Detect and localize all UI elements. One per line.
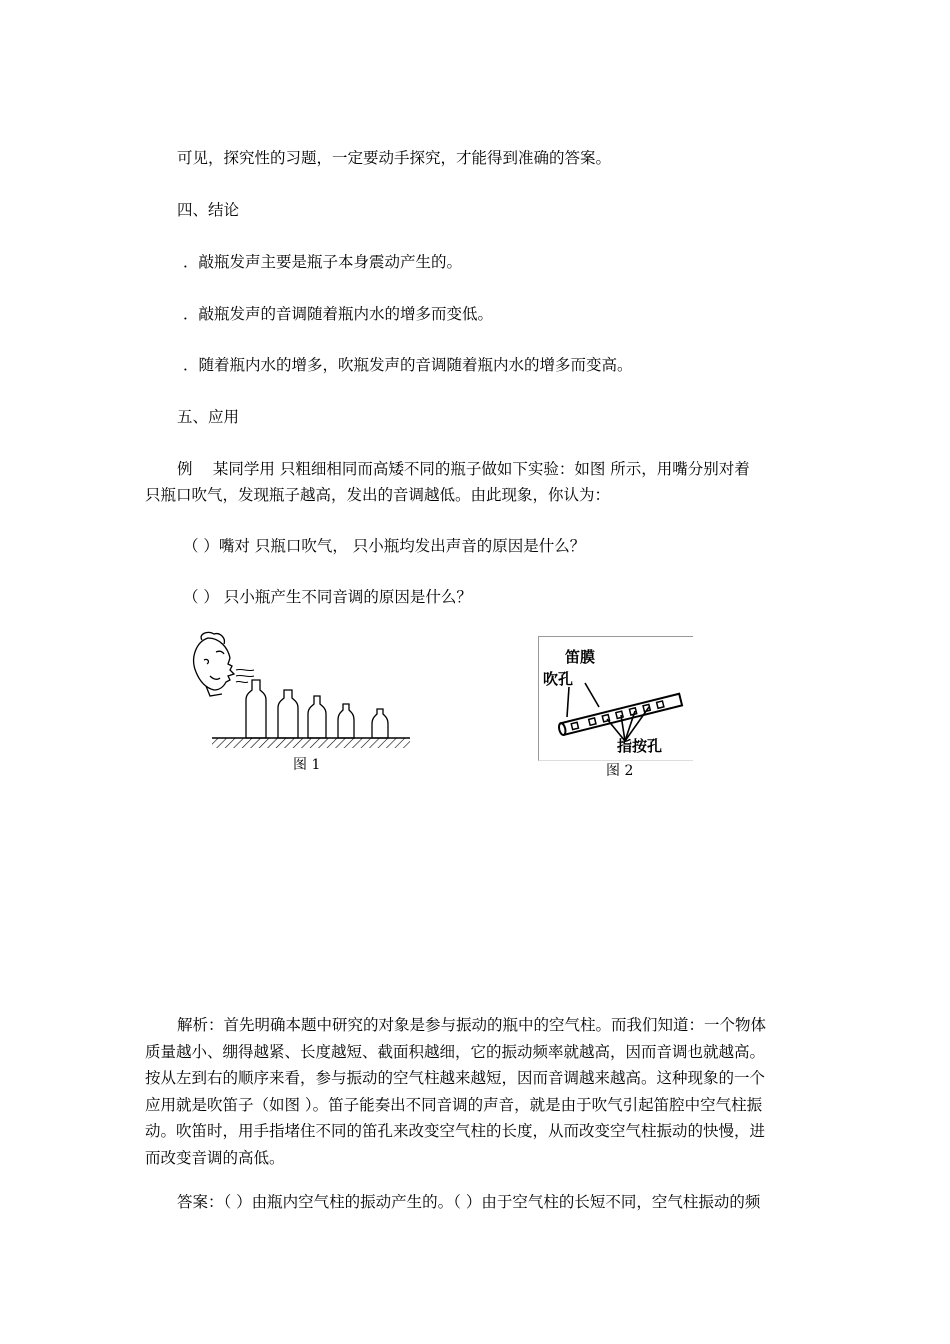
section-conclusion-heading: 四、结论 xyxy=(177,201,240,219)
question-2: （ ） 只小瓶产生不同音调的原因是什么？ xyxy=(183,588,472,606)
analysis-line: 按从左到右的顺序来看，参与振动的空气柱越来越短，因而音调越来越高。这种现象的一个 xyxy=(145,1069,766,1087)
answer-line: 答案：（ ）由瓶内空气柱的振动产生的。（ ）由于空气柱的长短不同，空气柱振动的频 xyxy=(177,1193,761,1211)
label-fingerholes: 指按孔 xyxy=(617,737,663,755)
label-membrane: 笛膜 xyxy=(565,648,596,666)
label-blowhole: 吹孔 xyxy=(543,670,574,688)
figure-2-flute xyxy=(538,636,693,761)
example-line-1: 例 某同学用 只粗细相同而高矮不同的瓶子做如下实验：如图 所示，用嘴分别对着 xyxy=(177,460,750,478)
analysis-line: 而改变音调的高低。 xyxy=(145,1148,285,1167)
question-1: （ ）嘴对 只瓶口吹气， 只小瓶均发出声音的原因是什么？ xyxy=(183,537,586,555)
ground xyxy=(212,738,410,748)
bottle-set xyxy=(246,680,388,738)
analysis-line: 质量越小、绷得越紧、长度越短、截面积越细，它的振动频率就越高，因而音调也就越高。 xyxy=(145,1042,766,1061)
analysis-line: 动。吹笛时，用手指堵住不同的笛孔来改变空气柱的长度，从而改变空气柱振动的快慢，进 xyxy=(145,1122,766,1140)
analysis-paragraph xyxy=(145,1012,810,1171)
figure-1-bottles xyxy=(190,630,420,755)
figure-1-caption: 图 1 xyxy=(293,757,321,773)
person-head-icon xyxy=(194,632,234,696)
conclusion-item-3: ．随着瓶内水的增多，吹瓶发声的音调随着瓶内水的增多而变高。 xyxy=(183,356,633,374)
conclusion-item-1: ．敲瓶发声主要是瓶子本身震动产生的。 xyxy=(183,253,463,271)
intro-line: 可见，探究性的习题，一定要动手探究，才能得到准确的答案。 xyxy=(177,149,612,167)
analysis-line: 应用就是吹笛子（如图 ）。笛子能奏出不同音调的声音，就是由于吹气引起笛腔中空气柱振 xyxy=(145,1095,763,1114)
figure-2-caption: 图 2 xyxy=(606,763,634,779)
section-application-heading: 五、应用 xyxy=(177,408,240,426)
conclusion-item-2: ．敲瓶发声的音调随着瓶内水的增多而变低。 xyxy=(183,305,494,323)
analysis-line: 解析：首先明确本题中研究的对象是参与振动的瓶中的空气柱。而我们知道：一个物体 xyxy=(177,1016,767,1034)
example-line-2: 只瓶口吹气，发现瓶子越高，发出的音调越低。由此现象，你认为： xyxy=(145,486,611,504)
flute-drawing xyxy=(539,637,693,760)
